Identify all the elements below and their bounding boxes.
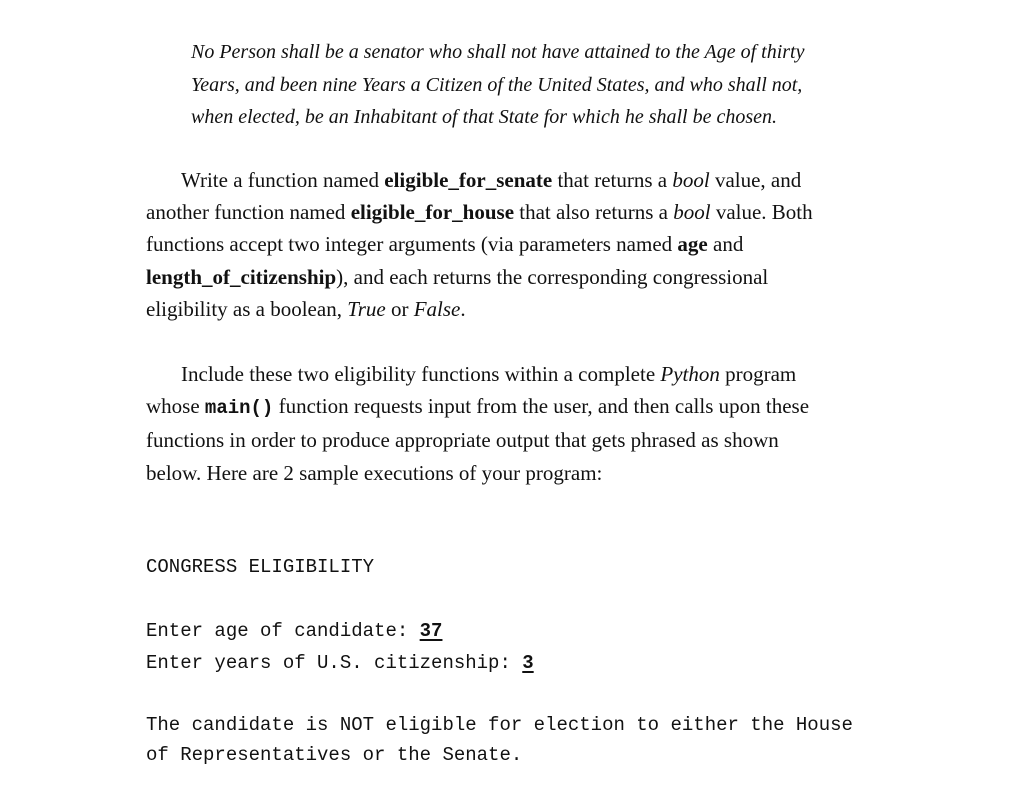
quote-line: No Person shall be a senator who shall not have attained to the Age of thirty [191, 41, 805, 63]
paragraph-line [146, 228, 946, 260]
sample-result-line: The candidate is NOT eligible for election to either the House [146, 714, 853, 736]
text: another function named [146, 200, 351, 225]
text: value, and [709, 168, 802, 192]
main-function-code: main() [204, 397, 274, 420]
constitution-quote [191, 36, 911, 134]
sample-age-line [146, 620, 442, 642]
text: functions accept two integer arguments (via parameters named [146, 232, 678, 257]
sample-heading: CONGRESS ELIGIBILITY [146, 556, 375, 578]
text: Write a function named [181, 168, 385, 192]
text: whose [146, 394, 205, 419]
text: value. Both [710, 200, 813, 225]
text: that returns a [552, 168, 673, 192]
paragraph-line [146, 261, 946, 293]
paragraph-line [146, 196, 946, 228]
text: that also returns a [514, 200, 674, 225]
text: and [707, 232, 744, 257]
paragraph-line [146, 293, 946, 325]
bool-false: False [413, 296, 461, 321]
param-length-of-citizenship: length_of_citizenship [146, 264, 337, 289]
program-instructions-paragraph [146, 358, 946, 489]
type-name: bool [672, 168, 710, 192]
quote-line: Years, and been nine Years a Citizen of the United States, and who shall not, [191, 73, 803, 96]
age-prompt: Enter age of candidate: [146, 620, 420, 642]
paragraph-line [146, 390, 946, 424]
language-name: Python [660, 362, 720, 386]
citizenship-prompt: Enter years of U.S. citizenship: [146, 652, 523, 674]
text: Include these two eligibility functions within a complete [181, 362, 661, 386]
function-instructions-paragraph [146, 164, 946, 325]
text: ), and each returns the corresponding congressional [336, 264, 769, 289]
param-age: age [677, 232, 708, 257]
function-name-house: eligible_for_house [350, 200, 515, 225]
text: . [460, 296, 466, 321]
text: function requests input from the user, and then calls upon these [273, 394, 810, 419]
paragraph-line [146, 164, 946, 196]
age-input-value: 37 [419, 620, 443, 642]
function-name-senate: eligible_for_senate [384, 168, 553, 192]
type-name: bool [673, 200, 711, 225]
text: program [719, 362, 797, 386]
text: eligibility as a boolean, [146, 296, 348, 321]
paragraph-line: functions in order to produce appropriate output that gets phrased as shown [146, 428, 779, 453]
bool-true: True [347, 296, 386, 321]
quote-line: when elected, be an Inhabitant of that State for which he shall be chosen. [191, 106, 778, 128]
paragraph-line: below. Here are 2 sample executions of your program: [146, 460, 603, 485]
paragraph-line [146, 358, 946, 390]
citizenship-input-value: 3 [522, 652, 534, 674]
sample-citizenship-line [146, 652, 534, 674]
sample-result-line: of Representatives or the Senate. [146, 744, 523, 766]
text: or [385, 296, 414, 321]
